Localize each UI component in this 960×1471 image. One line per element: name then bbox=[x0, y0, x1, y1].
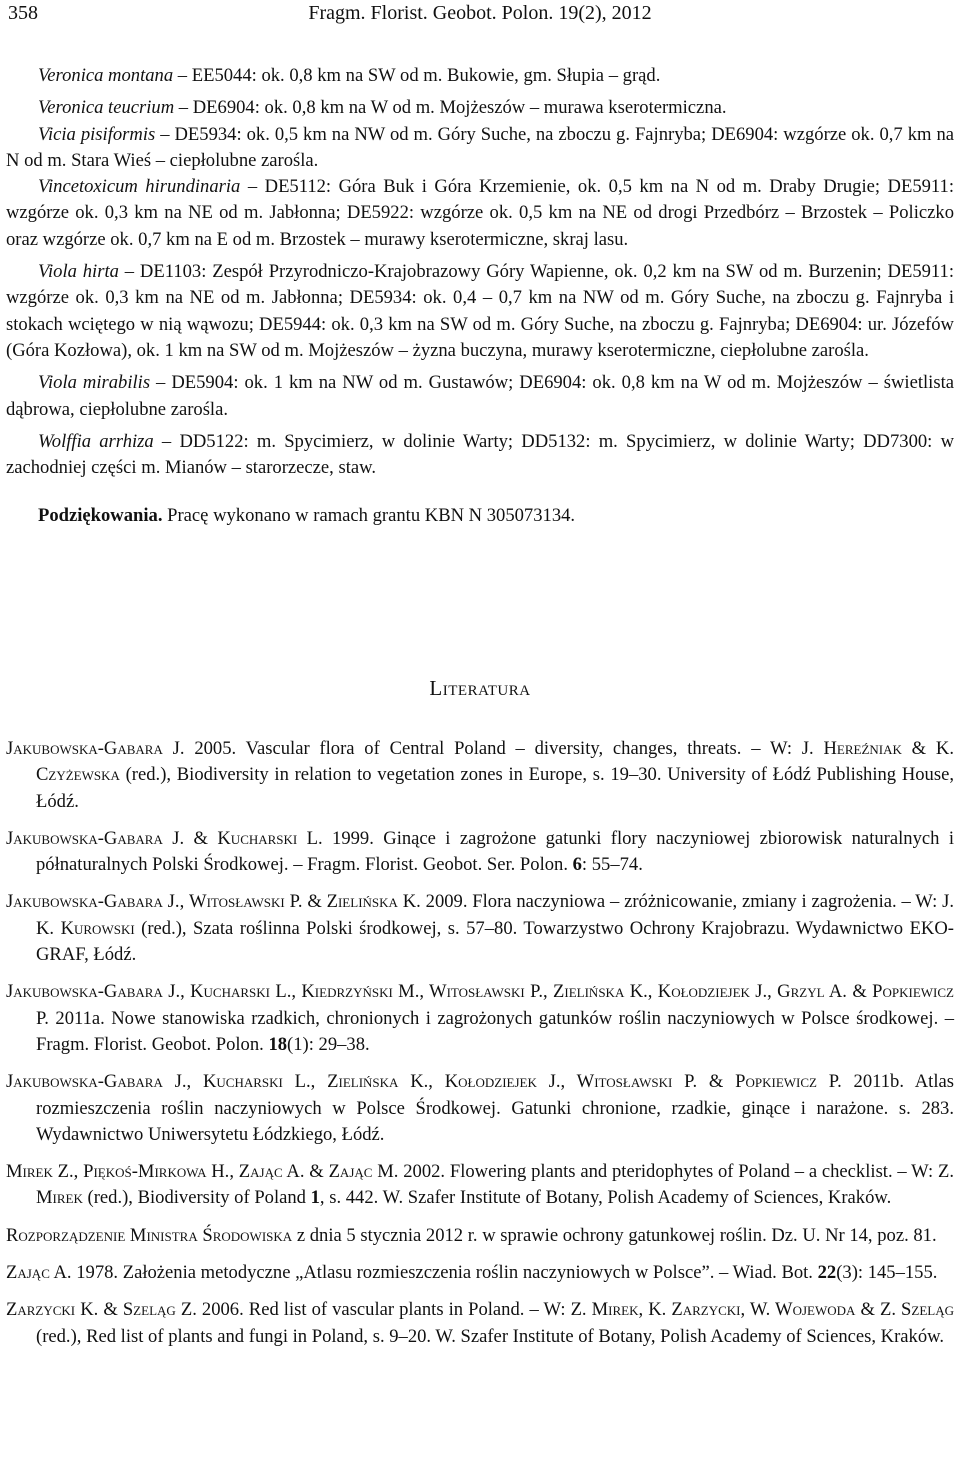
species-entry bbox=[6, 259, 954, 364]
reference-entry bbox=[6, 979, 954, 1058]
reference-text: & bbox=[302, 891, 327, 913]
species-name: Vincetoxicum hirundinaria bbox=[38, 176, 241, 198]
reference-author: Jakubowska-Gabara J. bbox=[6, 891, 180, 913]
species-entry bbox=[6, 370, 954, 423]
species-localities: – DD5122: m. Spycimierz, w dolinie Warty; DD5132: m. Spycimierz, w dolinie Warty; DD7300: w zachodniej części m. Mianów – starorzecze, staw. bbox=[6, 430, 954, 479]
literature-heading: Literatura bbox=[429, 676, 531, 700]
reference-list bbox=[6, 736, 954, 1361]
reference-entry bbox=[6, 1223, 954, 1249]
reference-text: (red.), Biodiversity of Poland bbox=[82, 1187, 311, 1209]
reference-author: Jakubowska-Gabara J. bbox=[6, 738, 185, 759]
reference-text: (red.), Szata roślinna Polski środkowej, s. 57–80. Towarzystwo Ochrony Krajobrazu. Wydawnictwo EKO-GRAF, Łódź. bbox=[36, 917, 954, 966]
reference-author: Jakubowska-Gabara J., Kucharski L., Zielińska K., Kołodziejek J., Witosławski P. bbox=[6, 1071, 698, 1093]
reference-author: Hereźniak bbox=[823, 738, 902, 759]
reference-author: Mirek bbox=[36, 1187, 83, 1209]
reference-text: & bbox=[184, 827, 218, 849]
reference-entry bbox=[6, 1297, 954, 1350]
reference-text: & bbox=[855, 1299, 880, 1321]
reference-entry bbox=[6, 1260, 954, 1286]
reference-entry bbox=[6, 826, 954, 879]
species-localities: – EE5044: ok. 0,8 km na SW od m. Bukowie, gm. Słupia – grąd. bbox=[173, 65, 661, 86]
reference-text: , bbox=[179, 891, 190, 913]
reference-text: (3): 145–155. bbox=[836, 1262, 938, 1284]
species-entry bbox=[6, 63, 954, 89]
reference-text: : 55–74. bbox=[581, 854, 643, 876]
reference-text: & K. bbox=[901, 738, 955, 759]
reference-author: Jakubowska-Gabara J. bbox=[6, 827, 185, 849]
reference-text: 1978. Założenia metodyczne „Atlasu rozmieszczenia roślin naczyniowych w Polsce”. – Wiad. Bot. bbox=[71, 1262, 818, 1284]
running-header bbox=[0, 2, 960, 26]
reference-volume: 18 bbox=[268, 1033, 288, 1055]
reference-author: Zielińska K. bbox=[326, 891, 421, 913]
reference-text: & bbox=[304, 1161, 329, 1183]
species-list bbox=[6, 63, 954, 548]
species-name: Veronica teucrium bbox=[38, 97, 175, 119]
reference-text: 1999. Ginące i zagrożone gatunki flory naczyniowej zbiorowisk naturalnych i półnaturalnych Polski Środkowej. – Fragm. Florist. Geobot. Ser. Polon. bbox=[36, 827, 954, 876]
acknowledgements-label: Podziękowania. bbox=[38, 505, 163, 527]
reference-author: Kurowski bbox=[60, 917, 135, 939]
species-name: Viola hirta bbox=[38, 261, 119, 283]
reference-volume: 1 bbox=[310, 1187, 320, 1209]
reference-text: 2002. Flowering plants and pteridophytes of Poland – a checklist. – W: Z. bbox=[398, 1161, 955, 1183]
reference-text: & bbox=[697, 1071, 736, 1093]
reference-text: 2005. Vascular flora of Central Poland – diversity, changes, threats. – W: J. bbox=[184, 738, 824, 759]
reference-author: Z. Szeląg bbox=[880, 1299, 955, 1321]
reference-author: Czyżewska bbox=[36, 764, 120, 786]
species-localities: – DE5904: ok. 1 km na NW od m. Gustawów; DE6904: ok. 0,8 km na W od m. Mojżeszów – świetlista dąbrowa, ciepłolubne zarośla. bbox=[6, 372, 954, 420]
species-name: Veronica montana bbox=[38, 65, 174, 86]
reference-author: Szeląg Z. bbox=[122, 1299, 197, 1321]
reference-text: z dnia 5 stycznia 2012 r. w sprawie ochrony gatunkowej roślin. Dz. U. Nr 14, poz. 81. bbox=[292, 1224, 937, 1246]
reference-entry bbox=[6, 1159, 954, 1212]
reference-volume: 6 bbox=[572, 854, 582, 876]
reference-text: , s. 442. W. Szafer Institute of Botany, Polish Academy of Sciences, Kraków. bbox=[319, 1187, 892, 1209]
journal-citation: Fragm. Florist. Geobot. Polon. 19(2), 2012 bbox=[308, 2, 652, 24]
reference-author: Jakubowska-Gabara J., Kucharski L., Kiedrzyński M., Witosławski P., Zielińska K., Kołodziejek J., Grzyl A. bbox=[6, 981, 847, 1003]
species-entry bbox=[6, 95, 954, 121]
reference-author: Mirek Z., Piękoś-Mirkowa H., Zając A. bbox=[6, 1161, 305, 1183]
acknowledgements bbox=[6, 503, 954, 529]
reference-entry bbox=[6, 736, 954, 815]
reference-text: & bbox=[98, 1299, 123, 1321]
species-name: Viola mirabilis bbox=[38, 372, 151, 394]
reference-text: 2011b. Atlas rozmieszczenia roślin naczyniowych w Polsce Środkowej. Gatunki chronione, rzadkie, ginące i narażone. s. 283. Wydawnictwo Uniwersytetu Łódzkiego, Łódź. bbox=[36, 1071, 954, 1145]
reference-text: 2006. Red list of vascular plants in Poland. – W: Z. bbox=[196, 1299, 592, 1321]
species-entry bbox=[6, 174, 954, 253]
species-localities: – DE5934: ok. 0,5 km na NW od m. Góry Suche, na zboczu g. Fajnryba; DE6904: wzgórze ok. 0,7 km na N od m. Stara Wieś – ciepłolubne zarośla. bbox=[6, 123, 954, 171]
reference-author: Zając A. bbox=[6, 1262, 72, 1284]
reference-text: & bbox=[846, 981, 873, 1003]
reference-text: 2009. Flora naczyniowa – zróżnicowanie, zmiany i zagrożenia. – W: J. K. bbox=[36, 891, 954, 939]
species-entry bbox=[6, 122, 954, 175]
species-localities: – DE1103: Zespół Przyrodniczo-Krajobrazowy Góry Wapienne, ok. 0,2 km na SW od m. Burzenin; DE5911: wzgórze ok. 0,3 km na NE od m. Jabłonna; DE5934: ok. 0,4 – 0,7 km na NW od m. Góry Suche, na zboczu g. Fajnryba i stokach wciętego w nią wąwozu; DE5944: ok. 0,3 km na SW od m. Góry Suche, na zboczu g. Fajnryba; DE6904: ur. Józefów (Góra Kozłowa), ok. 1 km na SW od m. Mojżeszów – żyzna buczyna, murawy kserotermiczne, ciepłolubne zarośla. bbox=[6, 261, 954, 361]
species-name: Vicia pisiformis bbox=[38, 123, 156, 145]
reference-author: Popkiewicz P. bbox=[36, 981, 954, 1029]
reference-author: Zając M. bbox=[328, 1161, 399, 1183]
reference-author: Popkiewicz P. bbox=[735, 1071, 842, 1093]
reference-volume: 22 bbox=[817, 1262, 837, 1284]
reference-entry bbox=[6, 889, 954, 968]
species-name: Wolffia arrhiza bbox=[38, 430, 154, 452]
reference-text: 2011a. Nowe stanowiska rzadkich, chronionych i zagrożonych gatunków roślin naczyniowych w Polsce środkowej. – Fragm. Florist. Geobot. Polon. bbox=[36, 1007, 954, 1055]
reference-author: Rozporządzenie Ministra Środowiska bbox=[6, 1224, 293, 1246]
reference-entry bbox=[6, 1069, 954, 1148]
reference-text: (1): 29–38. bbox=[287, 1033, 370, 1055]
reference-author: Witosławski P. bbox=[189, 891, 303, 913]
reference-text: (red.), Biodiversity in relation to vegetation zones in Europe, s. 19–30. University of Łódź Publishing House, Łódź. bbox=[36, 764, 954, 812]
reference-author: Kucharski L. bbox=[217, 827, 323, 849]
species-localities: – DE6904: ok. 0,8 km na W od m. Mojżeszów – murawa kserotermiczna. bbox=[174, 97, 727, 119]
reference-text: (red.), Red list of plants and fungi in Poland, s. 9–20. W. Szafer Institute of Botany, Polish Academy of Sciences, Kraków. bbox=[36, 1325, 945, 1347]
page-number: 358 bbox=[8, 2, 38, 24]
reference-author: Mirek, K. Zarzycki, W. Wojewoda bbox=[591, 1299, 856, 1321]
species-localities: – DE5112: Góra Buk i Góra Krzemienie, ok. 0,5 km na N od m. Draby Drugie; DE5911: wzgórze ok. 0,3 km na NE od m. Jabłonna; DE5922: wzgórze ok. 0,5 km na NE od drogi Przedbórz – Brzostek – Policzko oraz wzgórze ok. 0,7 km na E od m. Brzostek – murawy kserotermiczne, skraj lasu. bbox=[6, 176, 954, 250]
species-entry bbox=[6, 429, 954, 482]
reference-author: Zarzycki K. bbox=[6, 1299, 99, 1321]
acknowledgements-text: Pracę wykonano w ramach grantu KBN N 305073134. bbox=[162, 505, 576, 527]
